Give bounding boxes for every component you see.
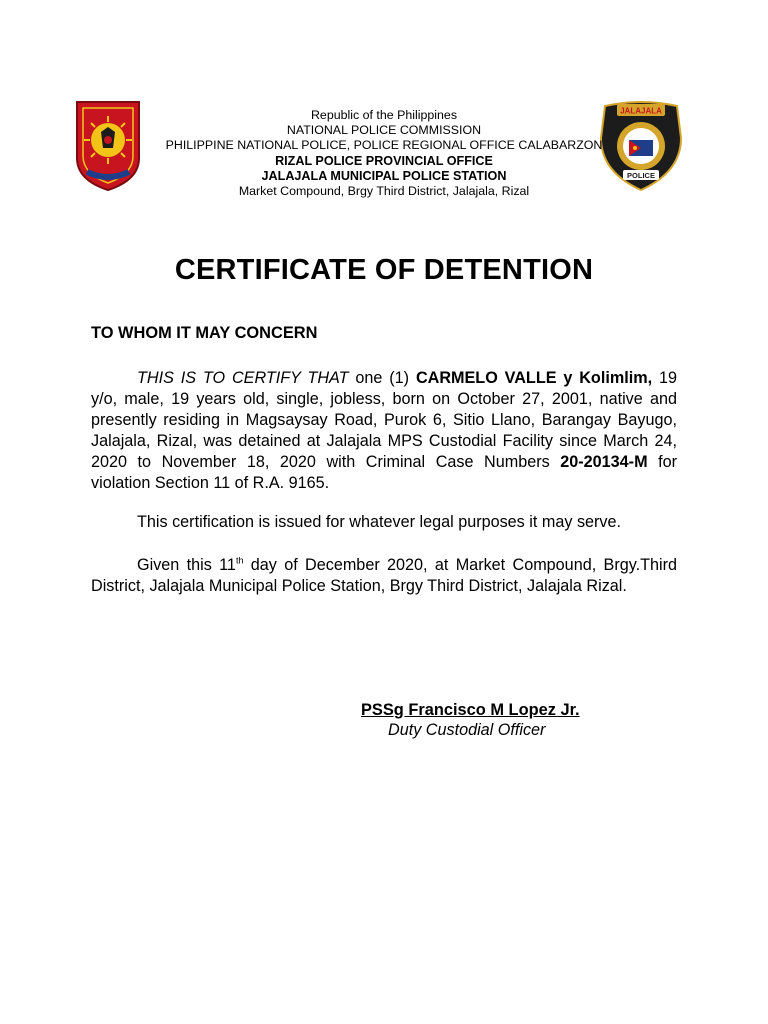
letterhead-pnp-region: PHILIPPINE NATIONAL POLICE, POLICE REGIONAL OFFICE CALABARZON	[165, 138, 603, 153]
document-title: CERTIFICATE OF DETENTION	[174, 254, 594, 286]
svg-text:JALAJALA: JALAJALA	[620, 106, 662, 116]
letterhead-provincial-office: RIZAL POLICE PROVINCIAL OFFICE	[275, 153, 493, 168]
purpose-paragraph: This certification is issued for whatever legal purposes it may serve.	[137, 513, 622, 531]
detainee-name: CARMELO VALLE y Kolimlim,	[415, 369, 653, 387]
certification-paragraph	[91, 368, 677, 494]
letterhead-napolcom: NATIONAL POLICE COMMISSION	[286, 123, 482, 138]
svg-text:POLICE: POLICE	[627, 171, 655, 180]
given-date-suffix: th	[235, 555, 244, 566]
letterhead-address: Market Compound, Brgy Third District, Jalajala, Rizal	[238, 184, 530, 199]
violation-text: for violation Section 11 of R.A. 9165.	[91, 453, 678, 492]
given-paragraph	[91, 555, 677, 597]
detainee-details: 19 y/o, male, 19 years old, single, jobless, born on October 27, 2001, native and presently residing in Magsaysay Road, Purok 6, Sitio Llano, Barangay Bayugo, Jalajala, Rizal, was detained at Jalajala MPS Custodial Facility since March 24, 2020 to November 18, 2020 with Criminal Case Numbers	[91, 369, 677, 471]
salutation: TO WHOM IT MAY CONCERN	[91, 324, 318, 342]
given-date-post: day of December 2020, at Market Compound, Brgy.Third District, Jalajala Municipal Police Station, Brgy Third District, Jalajala Rizal.	[91, 556, 677, 595]
letterhead-republic: Republic of the Philippines	[310, 108, 458, 122]
given-date-pre: Given this 11	[137, 556, 236, 574]
case-number: 20-20134-M	[560, 453, 648, 471]
letterhead-station: JALAJALA MUNICIPAL POLICE STATION	[261, 168, 507, 183]
signatory-name: PSSg Francisco M Lopez Jr.	[361, 701, 580, 719]
signatory-title: Duty Custodial Officer	[388, 721, 546, 739]
pnp-seal-logo	[73, 96, 143, 192]
certify-count: one (1)	[348, 369, 416, 387]
certify-lead: THIS IS TO CERTIFY THAT	[137, 369, 349, 387]
letterhead	[150, 108, 618, 199]
